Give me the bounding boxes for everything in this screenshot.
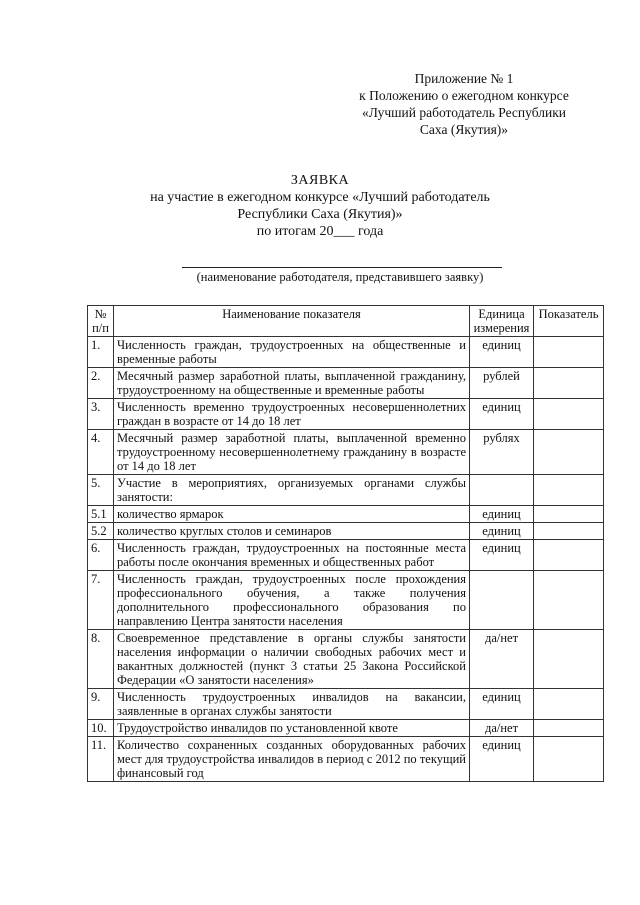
row-value (534, 720, 604, 737)
table-row (88, 689, 604, 720)
row-indicator-name: Своевременное представление в органы службы занятости населения информации о наличии свободных рабочих мест и вакантных должностей (пункт 3 статьи 25 Закона Российской Федерации «О занятости населения» (114, 630, 470, 689)
row-indicator-name: Численность граждан, трудоустроенных после прохождения профессионального обучения, а также получения дополнительного профессионального образования по направлению Центра занятости населения (114, 571, 470, 630)
row-unit: рублей (470, 368, 534, 399)
document-subtitle-line: по итогам 20___ года (256, 224, 384, 239)
document-subtitle-line: на участие в ежегодном конкурсе «Лучший работодатель (150, 190, 490, 205)
row-value (534, 737, 604, 782)
row-unit: единиц (470, 506, 534, 523)
indicators-table (87, 305, 604, 782)
row-number: 9. (88, 689, 114, 720)
row-value (534, 337, 604, 368)
appendix-line: Саха (Якутия)» (419, 122, 509, 137)
row-number: 5. (88, 475, 114, 506)
row-unit (470, 571, 534, 630)
row-indicator-name: Участие в мероприятиях, организуемых органами службы занятости: (114, 475, 470, 506)
appendix-line: Приложение № 1 (414, 71, 514, 86)
table-row (88, 430, 604, 475)
row-unit (470, 475, 534, 506)
row-value (534, 399, 604, 430)
row-unit: единиц (470, 337, 534, 368)
appendix-header (330, 70, 598, 138)
row-value (534, 475, 604, 506)
table-row (88, 720, 604, 737)
row-indicator-name: Количество сохраненных созданных оборудованных рабочих мест для трудоустройства инвалидов в период с 2012 по текущий финансовый год (114, 737, 470, 782)
table-row (88, 571, 604, 630)
header-unit: Единица измерения (470, 306, 534, 337)
table-row (88, 540, 604, 571)
row-number: 10. (88, 720, 114, 737)
row-unit: единиц (470, 399, 534, 430)
row-number: 4. (88, 430, 114, 475)
table-row (88, 523, 604, 540)
row-indicator-name: Численность граждан, трудоустроенных на общественные и временные работы (114, 337, 470, 368)
employer-name-line (182, 267, 502, 268)
row-number: 8. (88, 630, 114, 689)
row-number: 6. (88, 540, 114, 571)
row-unit: да/нет (470, 720, 534, 737)
employer-caption: (наименование работодателя, представившего заявку) (196, 270, 484, 284)
row-number: 3. (88, 399, 114, 430)
row-value (534, 506, 604, 523)
row-number: 1. (88, 337, 114, 368)
row-value (534, 689, 604, 720)
row-indicator-name: Численность трудоустроенных инвалидов на вакансии, заявленные в органах службы занятости (114, 689, 470, 720)
row-indicator-name: Численность временно трудоустроенных несовершеннолетних граждан в возрасте от 14 до 18 лет (114, 399, 470, 430)
header-value: Показатель (534, 306, 604, 337)
row-indicator-name: количество ярмарок (114, 506, 470, 523)
row-indicator-name: Трудоустройство инвалидов по установленной квоте (114, 720, 470, 737)
row-value (534, 368, 604, 399)
table-row (88, 737, 604, 782)
row-value (534, 523, 604, 540)
header-number: № п/п (88, 306, 114, 337)
row-unit: единиц (470, 689, 534, 720)
row-number: 11. (88, 737, 114, 782)
row-number: 5.2 (88, 523, 114, 540)
table-row (88, 475, 604, 506)
row-unit: единиц (470, 523, 534, 540)
row-indicator-name: Численность граждан, трудоустроенных на постоянные места работы после окончания временных и общественных работ (114, 540, 470, 571)
table-row (88, 368, 604, 399)
row-unit: единиц (470, 737, 534, 782)
row-indicator-name: Месячный размер заработной платы, выплаченной гражданину, трудоустроенному на общественные и временные работы (114, 368, 470, 399)
table-row (88, 630, 604, 689)
table-row (88, 506, 604, 523)
header-indicator: Наименование показателя (114, 306, 470, 337)
table-row (88, 337, 604, 368)
row-value (534, 630, 604, 689)
table-row (88, 399, 604, 430)
row-value (534, 571, 604, 630)
document-subtitle-line: Республики Саха (Якутия)» (237, 207, 403, 222)
row-unit: да/нет (470, 630, 534, 689)
row-unit: единиц (470, 540, 534, 571)
appendix-line: к Положению о ежегодном конкурсе (359, 88, 569, 103)
row-indicator-name: Месячный размер заработной платы, выплаченной временно трудоустроенному несовершеннолетнему гражданину в возрасте от 14 до 18 лет (114, 430, 470, 475)
row-number: 7. (88, 571, 114, 630)
table-header-row (88, 306, 604, 337)
row-number: 2. (88, 368, 114, 399)
appendix-line: «Лучший работодатель Республики (362, 105, 566, 120)
row-indicator-name: количество круглых столов и семинаров (114, 523, 470, 540)
application-title-block (120, 172, 520, 240)
row-number: 5.1 (88, 506, 114, 523)
row-unit: рублях (470, 430, 534, 475)
document-title: ЗАЯВКА (290, 173, 350, 188)
row-value (534, 540, 604, 571)
row-value (534, 430, 604, 475)
